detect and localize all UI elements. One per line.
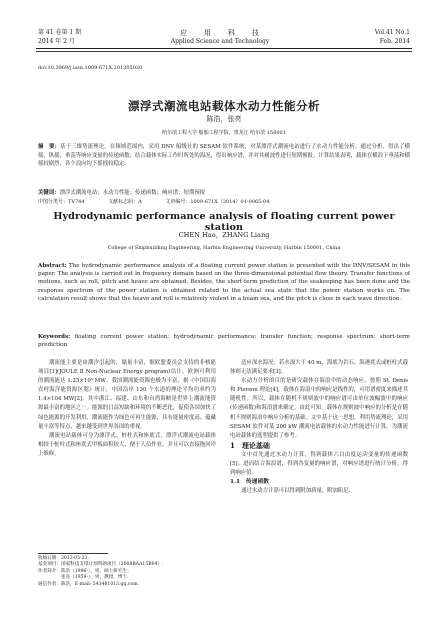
section-heading: 1 理论基础	[230, 440, 270, 450]
body-paragraph: 文中首先通过水动力计算，得到载体六自由度运动变量的传递函数[5]。进而结合海浪谱，得到各变量的响应谱，对响应谱进行统计分析，得到响应值。	[230, 451, 408, 477]
title-en: Hydrodynamic performance analysis of floating current power station	[53, 211, 395, 233]
volume-issue-en: Vol.41 No.1	[374, 29, 410, 36]
abstract-en-label: Abstract:	[38, 263, 67, 269]
affiliation-cn: 哈尔滨工程大学 船舶工程学院，黑龙江 哈尔滨 150001	[162, 130, 286, 136]
date-cn: 2014 年 2 月	[38, 38, 75, 45]
author-bio: 作者简介：陈浩（1986-），男，硕士研究生；	[38, 568, 132, 574]
affiliation-en: College of Shipbuilding Engineering, Harbin Engineering University, Harbin 150001, China	[107, 245, 341, 251]
abstract-en-text: The hydrodynamic performance analysis of a floating current power station is presented with the DNV/SESAM in this paper. The analysis is carried out in frequency domain based on the three-dimensional potential flow theory. Transfer functions of motions, such as roll, pitch and heave are obtained. Besides, the short-term prediction of the seakeeping has been done and the response spectrum of the power station is obtained related to the actual sea state that the power station works on. The calculation result shows that the heave and roll is relatively violent in a beam sea, and the pitch is close in each wave direction.	[38, 263, 411, 302]
author-bio: 张亮（1959-），男，教授，博士.	[38, 575, 129, 581]
header-rule-thick	[36, 48, 412, 49]
fund-info: 基金项目：国家科技支撑计划资助项目（2008BAA15B04）.	[38, 562, 164, 568]
date-en: Feb. 2014	[379, 38, 410, 45]
authors-cn: 陈浩，张亮	[206, 115, 242, 123]
abstract-en	[38, 262, 410, 303]
abstract-cn-text: 基于三维势流理论，在频域范围内，采用 DNV 船级社的 SESAM 软件系统，对某漂浮式潮流电站进行了水动力性能分析。通过分析，得出了横摇、纵摇、垂荡等响应变量的传递函数；结合载体实际工作时所处的海况，得出响应谱，并对其耐波性进行短期预报。计算结果表明，载体在横浪下垂荡和横摇较剧烈，各个浪向均下摇摇较稳定。	[38, 144, 410, 168]
footnote-rule	[38, 553, 108, 554]
keywords-en-text: floating current power station; hydrodynamic performance; transfer function; response spectrum; short-term prediction	[38, 334, 410, 349]
corresponding-author: 通信作者：陈浩，E-mail: 543481013.qq.com.	[38, 581, 140, 587]
body-paragraph: 潮流电站载体可分为漂浮式、桩柱式和座底式。漂浮式潮流电站载体相较于桩柱式和座底式甲板面积较大，便于人员作业，并且可以直接拖回岸上维修，	[38, 432, 216, 457]
abstract-cn-label: 摘 要：	[38, 144, 61, 150]
body-paragraph: 通过水动力计算可以得到附加质量、附加阻尼、	[241, 488, 355, 495]
header-rule-thin	[36, 51, 412, 52]
clc-number: 中图分类号：TV744	[38, 199, 85, 205]
journal-name-cn: 应 用 科 技	[180, 29, 260, 37]
document-code: 文献标志码：A	[108, 199, 142, 205]
doi-line: doi:10.3969/j.issn.1009-671X.201305020	[38, 65, 143, 71]
journal-name-en: Applied Science and Technology	[170, 38, 270, 45]
keywords-cn-text: 漂浮式潮流电站；水动力性能；传递函数；响应谱；短期预报	[59, 190, 206, 196]
received-date: 收稿日期：2013-05-23.	[38, 556, 89, 561]
title-cn: 漂浮式潮流电站载体水动力性能分析	[128, 99, 320, 113]
keywords-cn	[38, 189, 410, 197]
body-paragraph: 潮流能主要是由潮汐引起的，储量丰富，据欧盟委员会支持的非核能项目[1](JOULE Ⅱ Non-Nuclear Energy program)估计，欧洲可利用的潮流能达 1.25×10⁵ MW。我国潮流能资源也极为丰富，据《中国沿海农村海洋能资源区划》统计，中国沿岸 130 个水道的理论平均功率约为 1.4×104 MW[2]。其中浙江、福建、山东和台湾海峡是世界上潮流能资源最丰富的地区之一。能源的日益短缺和环境的不断恶化，促使各国加快了绿色能源的开发利用，潮流能作为绿色可再生能源，具有能量密度高、蕴藏量丰富等特点，越来越受到世界各国的重视。	[38, 360, 216, 430]
keywords-en-label: Keywords:	[38, 334, 71, 340]
footnotes	[38, 556, 218, 588]
body-paragraph: 水动力分析的目的是研究载体在海浪中的动态响应。按照 St. Denis 和 Pierson 理论[4]，载体在海浪中的响应是线性的，可用谱密度来描述其随机性。所以，载体在随机不规则波中的响应谱可由单位波幅波中的响应(传递函数)和海浪谱来确定。由此可知，载体在规则波中响应的分析是在随机不规则海浪中响应分析的基础。文中基于这一思想，利用势流理论，采用 SESAM 软件对某 200 kW 潮流电站载体的水动力性能进行计算，为潮流电站载体的选型提供了参考。	[230, 378, 408, 439]
abstract-cn	[38, 143, 410, 169]
classification-row	[38, 198, 291, 206]
authors-en: CHEN Hao，ZHANG Liang	[178, 231, 270, 239]
keywords-en	[38, 333, 410, 349]
body-column-right	[230, 359, 408, 496]
volume-issue-cn: 第 41 卷第 1 期	[38, 29, 82, 36]
body-column-left	[38, 359, 216, 459]
article-id: 文章编号：1009-671X（2014）01-0065-04	[165, 199, 270, 205]
subsection-heading: 1.1 传递函数	[230, 479, 270, 486]
keywords-cn-label: 关键词：	[38, 190, 60, 196]
body-paragraph: 适应深水海况：若水深大于 40 m、海底为岩石、海港底式或桩柱式载体则无法满足要求[3]。	[230, 360, 408, 376]
